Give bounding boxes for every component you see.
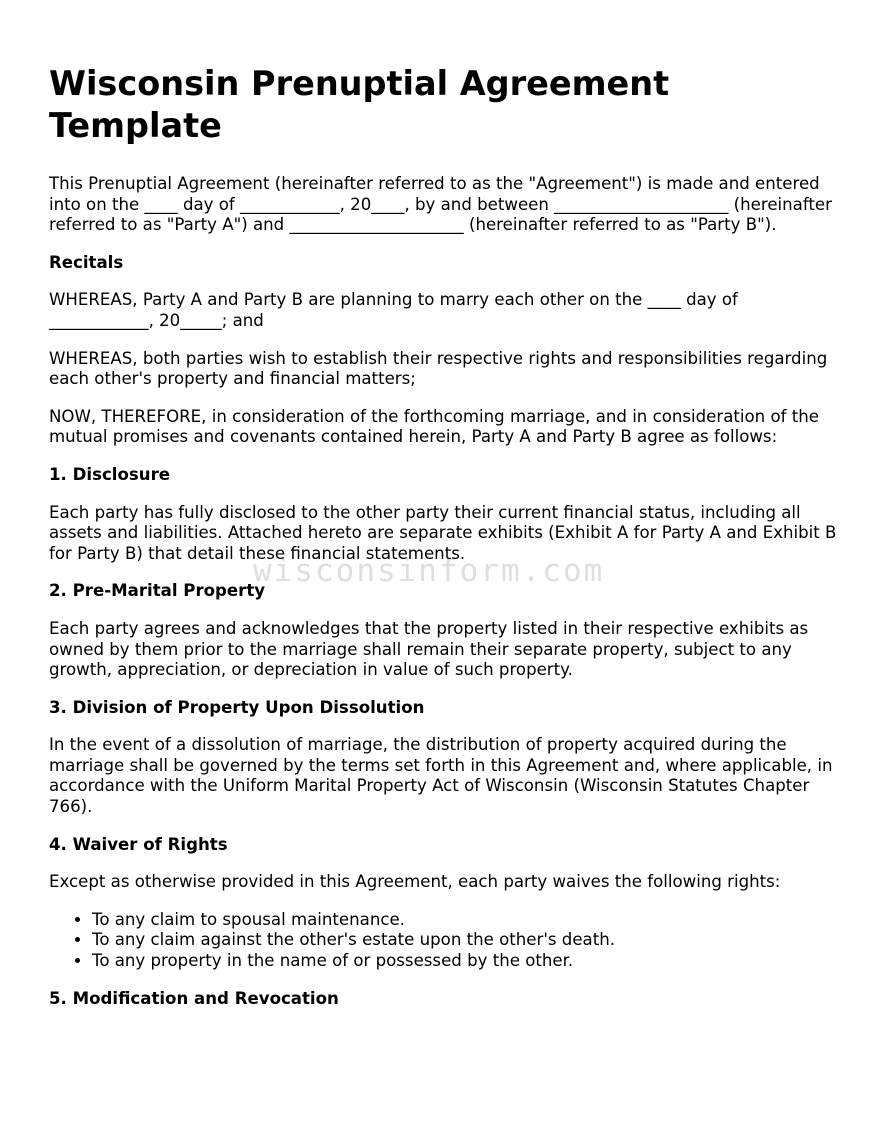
list-item: • To any claim to spousal maintenance. [92,910,842,931]
waiver-list [49,910,842,972]
section-heading-waiver-of-rights: 4. Waiver of Rights [49,834,228,854]
section-heading-division-of-property: 3. Division of Property Upon Dissolution [49,697,425,717]
section-body-pre-marital-property: Each party agrees and acknowledges that the property listed in their respective exhibits as owned by them prior to the marriage shall remain their separate property, subject to any growth, appreciation, or depreciation in value of such property. [49,618,809,680]
now-therefore-clause: NOW, THEREFORE, in consideration of the forthcoming marriage, and in consideration of the mutual promises and covenants contained herein, Party A and Party B agree as follows: [49,406,819,447]
section-heading-modification: 5. Modification and Revocation [49,988,339,1008]
watermark: wisconsinform.com [253,553,605,589]
recitals-heading: Recitals [49,252,124,272]
whereas-clause-1: WHEREAS, Party A and Party B are planning to marry each other on the ____ day of ____________, 20_____; and [49,290,738,330]
document-title: Wisconsin Prenuptial Agreement Template [49,64,670,145]
section-heading-pre-marital-property: 2. Pre-Marital Property [49,581,266,601]
section-body-waiver-of-rights: Except as otherwise provided in this Agreement, each party waives the following rights: [49,872,781,892]
intro-paragraph: This Prenuptial Agreement (hereinafter referred to as the "Agreement") is made and entered into on the ____ day of ____________, 20____, by and between _____________________ (hereinafter referred to as "Party A") and _____________________ (hereinafter referred to as "Party B"). [49,174,832,235]
list-item: • To any claim against the other's estate upon the other's death. [92,930,842,951]
whereas-clause-2: WHEREAS, both parties wish to establish their respective rights and responsibilities regarding each other's property and financial matters; [49,348,828,389]
section-body-division-of-property: In the event of a dissolution of marriage, the distribution of property acquired during the marriage shall be governed by the terms set forth in this Agreement and, where applicable, in accordance with the Uniform Marital Property Act of Wisconsin (Wisconsin Statutes Chapter 766). [49,735,833,817]
list-item: • To any property in the name of or possessed by the other. [92,951,842,972]
section-heading-disclosure: 1. Disclosure [49,464,171,484]
section-body-disclosure: Each party has fully disclosed to the other party their current financial status, including all assets and liabilities. Attached hereto are separate exhibits (Exhibit A for Party A and Exhibit B for Party B) that detail these financial statements. [49,502,837,563]
